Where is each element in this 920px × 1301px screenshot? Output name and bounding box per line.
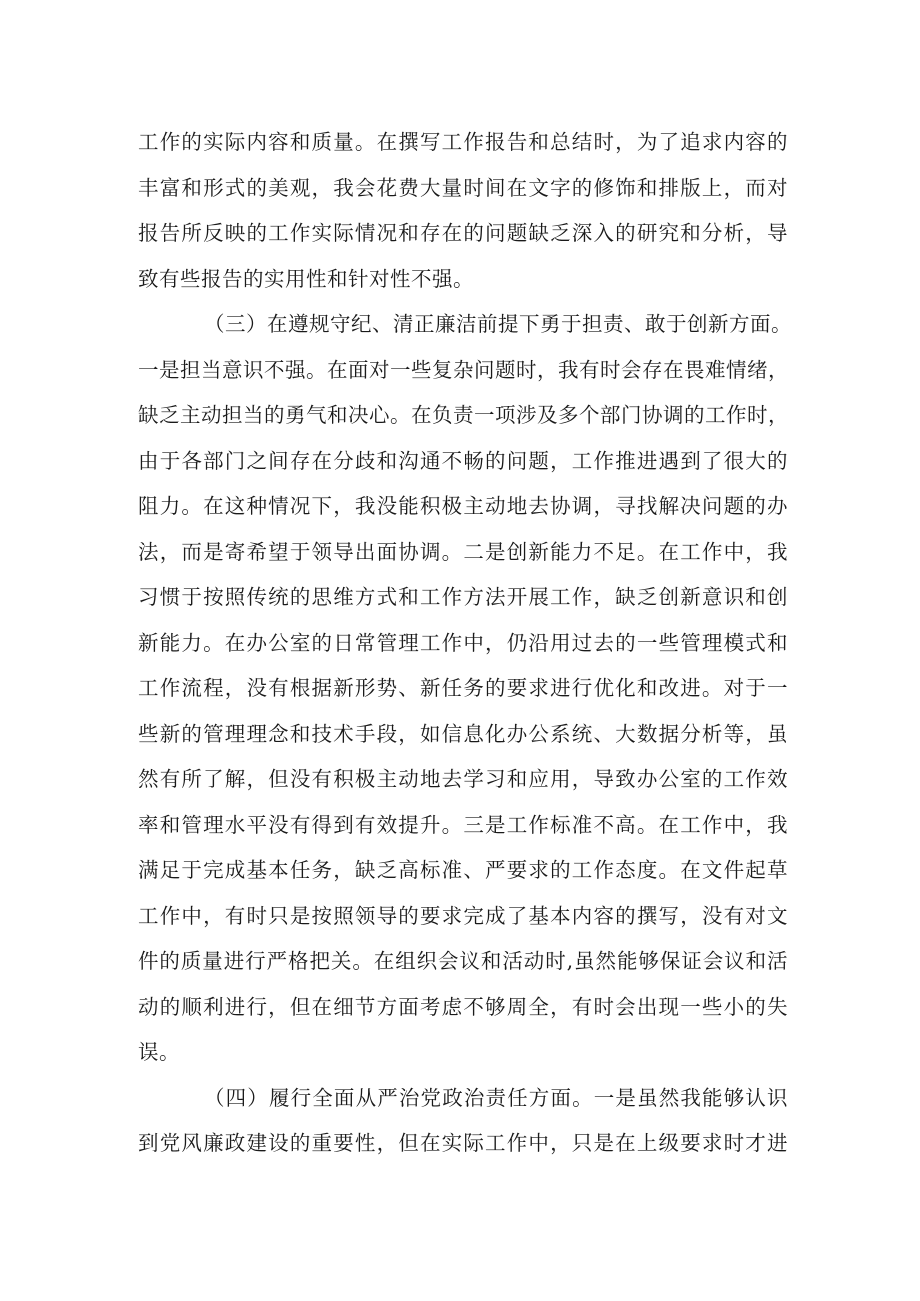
text-line: 一是担当意识不强。在面对一些复杂问题时，我有时会存在畏难情绪， <box>138 357 789 382</box>
text-line: 到党风廉政建设的重要性，但在实际工作中，只是在上级要求时才进 <box>138 1131 788 1155</box>
text-line: 工作中，有时只是按照领导的要求完成了基本内容的撰写，没有对文 <box>138 903 788 928</box>
paragraph-section-three <box>138 302 792 1076</box>
text-line: 工作的实际内容和质量。在撰写工作报告和总结时，为了追求内容的 <box>138 130 788 154</box>
text-line: 丰富和形式的美观，我会花费大量时间在文字的修饰和排版上，而对 <box>138 175 788 200</box>
text-line: 习惯于按照传统的思维方式和工作方法开展工作，缺乏创新意识和创 <box>138 585 788 609</box>
text-line: 动的顺利进行，但在细节方面考虑不够周全，有时会出现一些小的失 <box>138 994 788 1019</box>
text-line: 报告所反映的工作实际情况和存在的问题缺乏深入的研究和分析，导 <box>138 221 788 245</box>
text-line: 新能力。在办公室的日常管理工作中，仍沿用过去的一些管理模式和 <box>138 630 788 655</box>
text-line: 阻力。在这种情况下，我没能积极主动地去协调，寻找解决问题的办 <box>138 494 788 518</box>
paragraph-section-four <box>138 1076 788 1167</box>
text-line: 缺乏主动担当的勇气和决心。在负责一项涉及多个部门协调的工作时， <box>138 403 789 427</box>
text-line: 致有些报告的实用性和针对性不强。 <box>138 266 474 291</box>
text-line: 工作流程，没有根据新形势、新任务的要求进行优化和改进。对于一 <box>138 676 788 700</box>
text-line: 然有所了解，但没有积极主动地去学习和应用，导致办公室的工作效 <box>138 767 788 791</box>
text-line: 法，而是寄希望于领导出面协调。二是创新能力不足。在工作中，我 <box>138 539 788 564</box>
paragraph-work-report <box>138 120 788 302</box>
text-line: 误。 <box>138 1040 180 1064</box>
section-heading-line: （四）履行全面从严治党政治责任方面。一是虽然我能够认识 <box>204 1085 788 1110</box>
text-line: 由于各部门之间存在分歧和沟通不畅的问题，工作推进遇到了很大的 <box>138 448 788 473</box>
text-line: 满足于完成基本任务，缺乏高标准、严要求的工作态度。在文件起草 <box>138 858 788 882</box>
section-heading-line: （三）在遵规守纪、清正廉洁前提下勇于担责、敢于创新方面。 <box>204 312 792 336</box>
text-line: 件的质量进行严格把关。在组织会议和活动时,虽然能够保证会议和活 <box>138 949 788 973</box>
body-text <box>138 120 792 1167</box>
text-line: 率和管理水平没有得到有效提升。三是工作标准不高。在工作中，我 <box>138 812 788 837</box>
text-line: 些新的管理理念和技术手段，如信息化办公系统、大数据分析等，虽 <box>138 721 788 746</box>
